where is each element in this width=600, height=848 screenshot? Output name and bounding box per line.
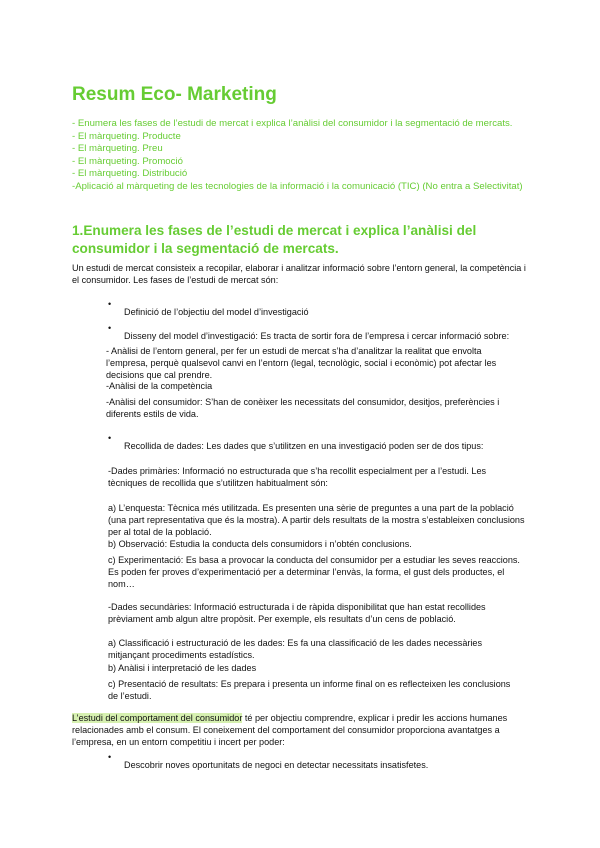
technique-observation: b) Observació: Estudia la conducta dels consumidors i n’obtén conclusions. (108, 539, 412, 549)
data-classification: a) Classificació i estructuració de les dades: Es fa una classificació de les dades necessàries mitjançant procediments estadístics. (108, 638, 483, 660)
topic-item: -Aplicació al màrqueting de les tecnologies de la informació i la comunicació (TIC) (No entra a Selectivitat) (72, 180, 523, 192)
technique-experimentation: c) Experimentació: Es basa a provocar la conducta del consumidor per a estudiar les seves reaccions. Es poden fer proves d’experimentació per a determinar l’envàs, la forma, el gust dels productes, el nom… (108, 555, 520, 589)
bullet-dot: • (108, 752, 112, 762)
consumer-behaviour-text: té per objectiu comprendre, explicar i predir les accions humanes relacionades amb el consum. El coneixement del comportament del consumidor proporciona avantatges a l’empresa, en un entorn competitiu i incert per poder: (72, 713, 508, 747)
topic-item: - El màrqueting. Distribució (72, 168, 188, 179)
phase-design: Disseny del model d’investigació: Es tracta de sortir fora de l’empresa i cercar informació sobre: (124, 331, 510, 342)
analysis-competition: -Anàlisi de la competència (106, 381, 213, 391)
highlighted-term: L’estudi del comportament del consumidor (72, 713, 243, 723)
opportunity-bullet: Descobrir noves oportunitats de negoci en detectar necessitats insatisfetes. (124, 760, 429, 771)
topic-item: - Enumera les fases de l’estudi de mercat i explica l’anàlisi del consumidor i la segmentació de mercats. (72, 118, 513, 129)
bullet-dot: • (108, 299, 112, 309)
consumer-behaviour-paragraph (72, 713, 534, 748)
data-analysis: b) Anàlisi i interpretació de les dades (108, 663, 257, 673)
bullet-dot: • (108, 433, 112, 443)
intro-paragraph: Un estudi de mercat consisteix a recopilar, elaborar i analitzar informació sobre l’entorn general, la competència i el consumidor. Les fases de l’estudi de mercat són: (72, 263, 526, 285)
document-title: Resum Eco- Marketing (72, 84, 277, 105)
secondary-data: -Dades secundàries: Informació estructurada i de ràpida disponibilitat que han estat recollides prèviament amb algun altre propòsit. Per exemple, els resultats d’un cens de població. (108, 602, 486, 624)
section-heading: 1.Enumera les fases de l’estudi de mercat i explica l’anàlisi del consumidor i la segmentació de mercats. (72, 223, 477, 256)
phase-data-collection: Recollida de dades: Les dades que s’utilitzen en una investigació poden ser de dos tipus: (124, 441, 484, 452)
technique-survey: a) L’enquesta: Tècnica més utilitzada. Es presenten una sèrie de preguntes a una part de la població (una part representativa que és la mostra). A partir dels resultats de la mostra s’estableixen conclusions per al total de la població. (108, 503, 525, 537)
topic-item: - El màrqueting. Preu (72, 143, 163, 154)
topic-item: - El màrqueting. Producte (72, 130, 181, 142)
primary-data: -Dades primàries: Informació no estructurada que s’ha recollit especialment per a l’estudi. Les tècniques de recollida que s’utilitzen habitualment són: (108, 466, 487, 488)
topic-item: - El màrqueting. Promoció (72, 155, 183, 167)
analysis-environment: - Anàlisi de l’entorn general, per fer un estudi de mercat s’ha d’analitzar la realitat que envolta l’empresa, perquè qualsevol canvi en l’entorn (legal, tecnològic, social i econòmic) pot afectar les decisions que cal prendre. (106, 346, 497, 380)
results-presentation: c) Presentació de resultats: Es prepara i presenta un informe final on es reflecteixen les conclusions de l’estudi. (108, 679, 511, 701)
analysis-consumer: -Anàlisi del consumidor: S’han de conèixer les necessitats del consumidor, desitjos, preferències i diferents estils de vida. (106, 397, 500, 419)
topic-list (72, 118, 534, 193)
phase-objective: Definició de l’objectiu del model d’investigació (124, 307, 309, 318)
bullet-dot: • (108, 323, 112, 333)
